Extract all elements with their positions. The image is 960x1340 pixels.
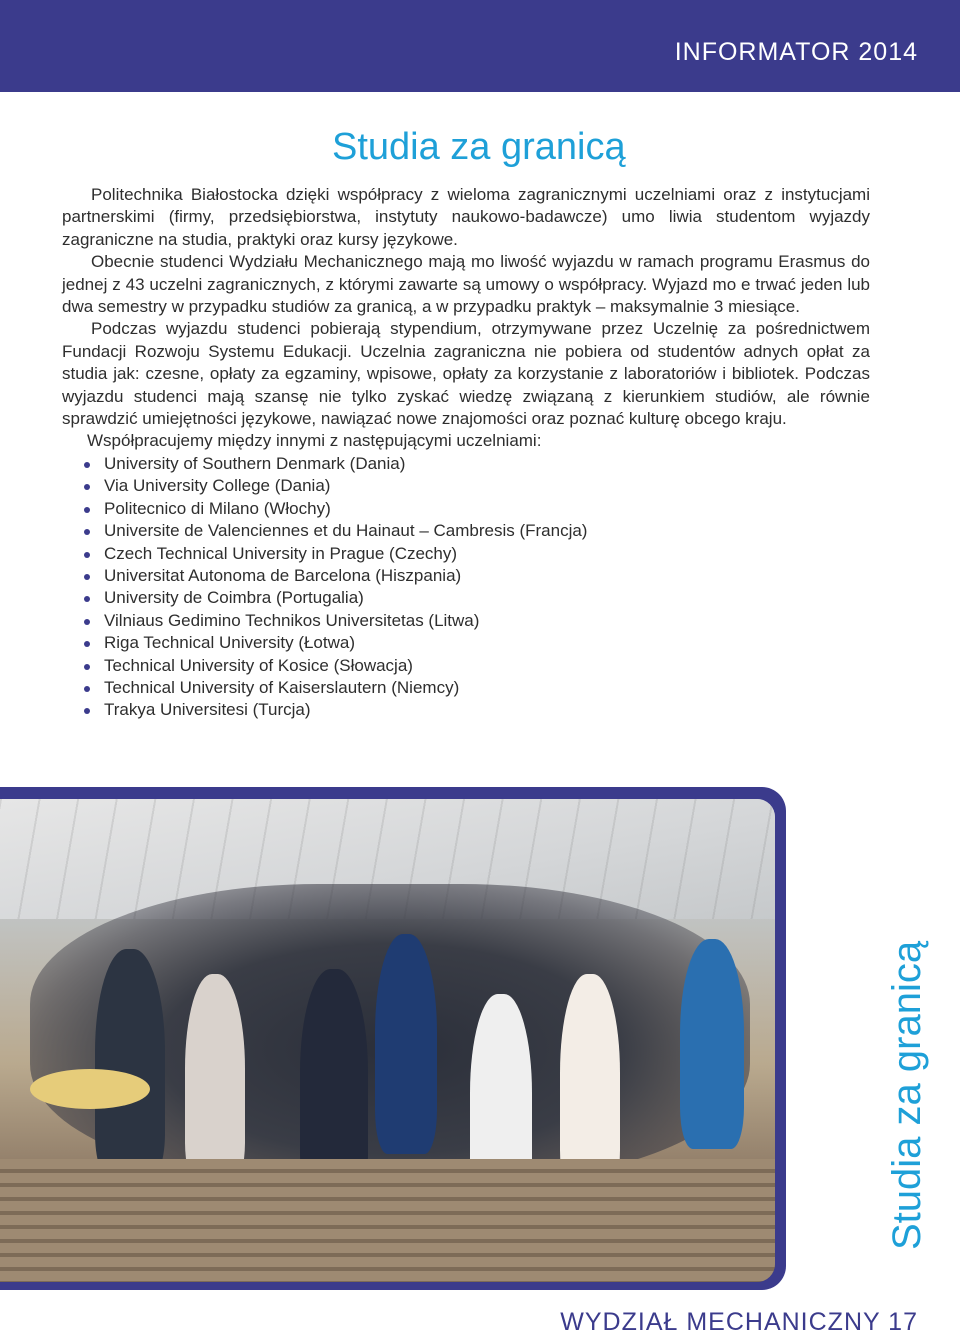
list-item: Universitat Autonoma de Barcelona (Hiszpania): [104, 565, 870, 587]
header-title: INFORMATOR 2014: [674, 38, 918, 66]
list-item: University de Coimbra (Portugalia): [104, 587, 870, 609]
list-item: Trakya Universitesi (Turcja): [104, 699, 870, 721]
photo-figure: [95, 949, 165, 1179]
side-title: Studia za granicą: [885, 940, 929, 1250]
photo-frame: [0, 787, 786, 1290]
photo-figure: [30, 1069, 150, 1109]
article-body: [62, 184, 870, 722]
photo-figure: [680, 939, 744, 1149]
list-item: Via University College (Dania): [104, 475, 870, 497]
list-item: Riga Technical University (Łotwa): [104, 632, 870, 654]
list-item: Universite de Valenciennes et du Hainaut – Cambresis (Francja): [104, 520, 870, 542]
list-item: Technical University of Kosice (Słowacja): [104, 655, 870, 677]
paragraph-scholarship: Podczas wyjazdu studenci pobierają stypendium, otrzymywane przez Uczelnię za pośrednictwem Fundacji Rozwoju Systemu Edukacji. Uczelnia zagraniczna nie pobiera od studentów adnych opłat za studia jak: czesne, opłaty za egzaminy, wpisowe, opłaty za korzystanie z laboratoriów i bibliotek. Podczas wyjazdu studenci mają szansę nie tylko zyskać wiedzę związaną z kierunkiem studiów, ale równie sprawdzić umiejętności językowe, nawiązać nowe znajomości oraz poznać kulturę obcego kraju.: [62, 319, 870, 429]
photo-figure: [185, 974, 245, 1184]
group-photo: [0, 799, 775, 1282]
list-item: Technical University of Kaiserslautern (Niemcy): [104, 677, 870, 699]
photo-figure: [375, 934, 437, 1154]
header-band: [0, 0, 960, 92]
footer-text: WYDZIAŁ MECHANICZNY 17: [560, 1308, 918, 1336]
partners-list: [62, 453, 870, 722]
list-item: Vilniaus Gedimino Technikos Universitetas (Litwa): [104, 610, 870, 632]
page-title: Studia za granicą: [332, 126, 626, 168]
list-item: University of Southern Denmark (Dania): [104, 453, 870, 475]
paragraph-intro: Politechnika Białostocka dzięki współpracy z wieloma zagranicznymi uczelniami oraz z instytucjami partnerskimi (firmy, przedsiębiorstwa, instytuty naukowo-badawcze) umo liwia studentom wyjazdy zagraniczne na studia, praktyki oraz kursy językowe.: [62, 185, 870, 249]
photo-steps: [0, 1159, 775, 1282]
paragraph-erasmus: Obecnie studenci Wydziału Mechanicznego mają mo liwość wyjazdu w ramach programu Erasmus do jednej z 43 uczelni zagranicznych, z którymi zawarte są umowy o współpracy. Wyjazd mo e trwać jeden lub dwa semestry w przypadku studiów za granicą, a w przypadku praktyk – maksymalnie 3 miesiące.: [62, 252, 870, 317]
list-item: Politecnico di Milano (Włochy): [104, 498, 870, 520]
list-item: Czech Technical University in Prague (Czechy): [104, 543, 870, 565]
partners-intro: Współpracujemy między innymi z następującymi uczelniami:: [87, 431, 542, 451]
